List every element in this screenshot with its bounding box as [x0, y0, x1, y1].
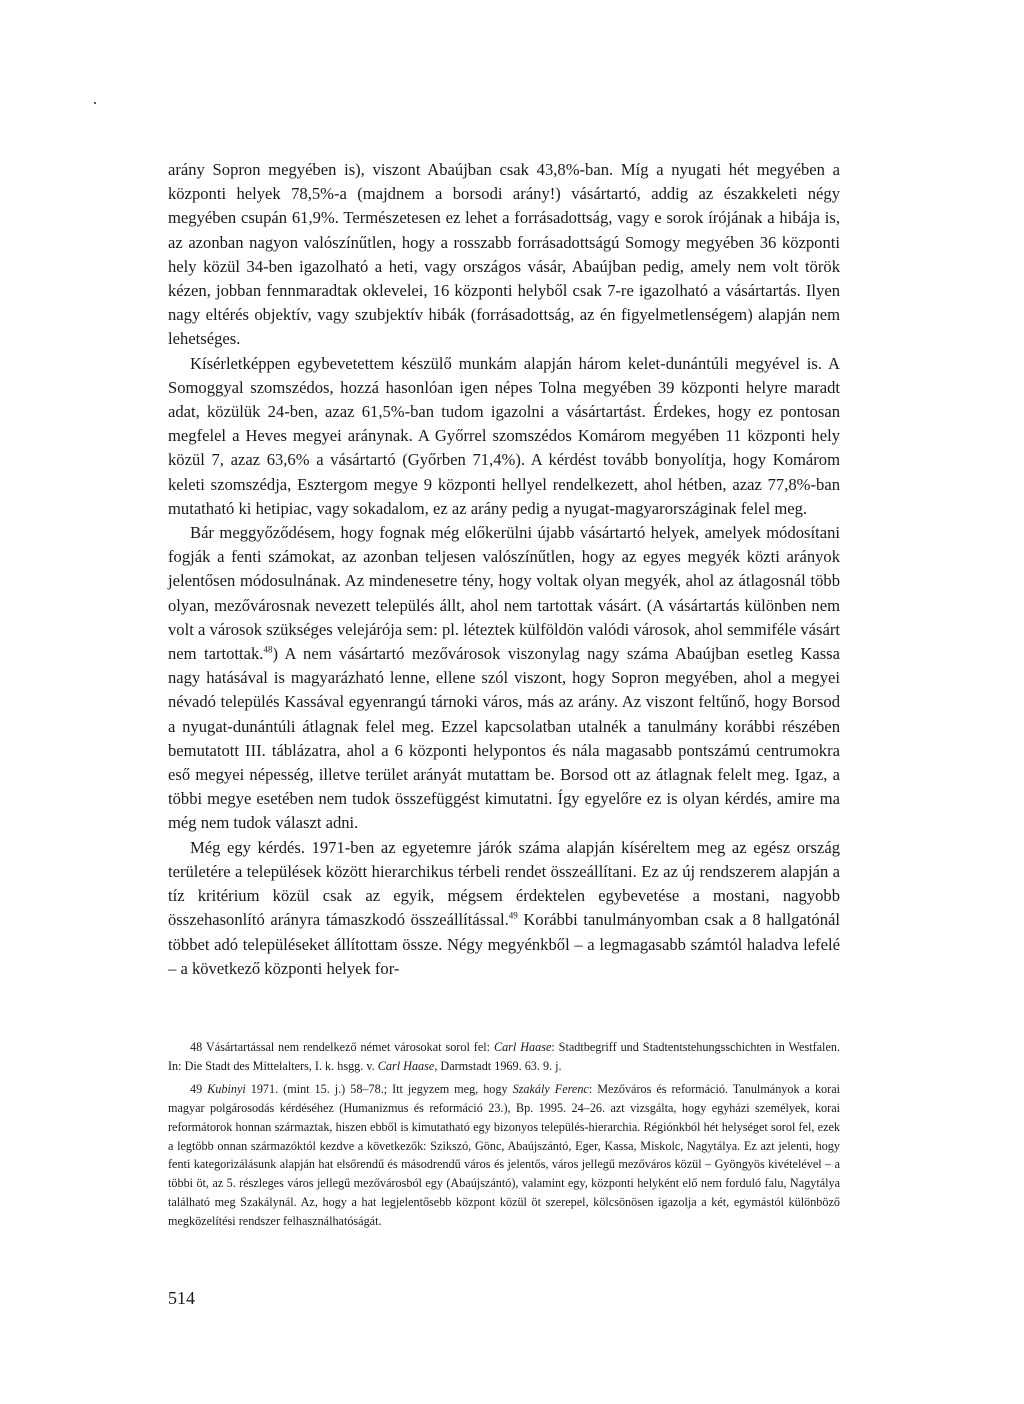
footnote-ref-48[interactable]: 48 [263, 644, 273, 655]
footnote-text: , Darmstadt 1969. 63. 9. j. [434, 1058, 562, 1073]
footnote-number: 49 [190, 1081, 203, 1096]
paragraph-1 [168, 158, 840, 352]
paragraph-text: Korábbi tanulmányomban csak a 8 hallgatónál többet adó településeket állítottam össze. Négy megyénkből – a legmagasabb számtól haladva lefelé – a következő központi helyek for- [168, 910, 840, 978]
author-name: Szakály Ferenc [512, 1081, 589, 1096]
paragraph-3 [168, 521, 840, 836]
paragraph-text: Bár meggyőződésem, hogy fognak még előkerülni újabb vásártartó helyek, amelyek módosítani fogják a fenti számokat, az azonban teljesen valószínűtlen, hogy az egyes megyék közti arányok jelentősen módosulnának. Az mindenesetre tény, hogy voltak olyan megyék, ahol az átlagosnál több olyan, mezővárosnak nevezett település állt, ahol nem tartottak vásárt. (A vásártartás különben nem volt a városok szükséges velejárója sem: pl. léteztek külföldön valódi városok, ahol semmiféle vásárt nem tartottak. [168, 523, 840, 664]
paragraph-text: arány Sopron megyében is), viszont Abaújban csak 43,8%-ban. Míg a nyugati hét megyében a központi helyek 78,5%-a (majdnem a borsodi arány!) vásártartó, addig az északkeleti négy megyében csupán 61,9%. Természetesen ez lehet a forrásadottság, vagy e sorok írójának a hibája is, az azonban nagyon valószínűtlen, hogy a rosszabb forrásadottságú Somogy megyében 36 központi hely közül 34-ben igazolható a heti, vagy országos vásár, Abaújban pedig, amely nem volt török kézen, jobban fennmaradtak oklevelei, 16 központi helyből csak 7-re igazolható a vásártartás. Ilyen nagy eltérés objektív, vagy szubjektív hibák (forrásadottság, az én figyelmetlenségem) alapján nem lehetséges. [168, 160, 840, 349]
paragraph-text: ) A nem vásártartó mezővárosok viszonylag nagy száma Abaújban esetleg Kassa nagy hatásával is magyarázható lenne, ellene szól viszont, hogy Sopron megyében, ahol a megyei névadó település Kassával egyenrangú tárnoki város, más az arány. Az viszont feltűnő, hogy Borsod a nyugat-dunántúli átlagnak felel meg. Ezzel kapcsolatban utalnék a tanulmány korábbi részében bemutatott III. táblázatra, ahol a 6 központi helypontos és nála magasabb pontszámú centrumokra eső megyei népesség, illetve terület arányát mutattam be. Borsod ott az átlagnak felelt meg. Igaz, a többi megye esetében nem tudok összefüggést kimutatni. Így egyelőre ez is olyan kérdés, amire ma még nem tudok választ adni. [168, 644, 840, 833]
footnote-48 [168, 1038, 840, 1076]
author-name: Carl Haase [493, 1040, 552, 1054]
footnote-49 [168, 1080, 840, 1231]
paragraph-text: Még egy kérdés. 1971-ben az egyetemre járók száma alapján kíséreltem meg az egész ország területére a települések között hierarchikus térbeli rendet összeállítani. Ez az új rendszerem alapján a tíz kritérium közül csak az egyik, mégsem érdektelen egybevetése a mostani, nagyobb összehasonlító arányra támaszkodó összeállítással. [168, 837, 840, 930]
paragraph-text: Kísérletképpen egybevetettem készülő munkám alapján három kelet-dunántúli megyével is. A Somoggyal szomszédos, hozzá hasonlóan igen népes Tolna megyében 39 központi helyre maradt adat, közülük 24-ben, azaz 61,5%-ban tudom igazolni a vásártartást. Érdekes, hogy ez pontosan megfelel a Heves megyei aránynak. A Győrrel szomszédos Komárom megyében 11 központi hely közül 7, azaz 63,6% a vásártartó (Győrben 71,4%). A kérdést tovább bonyolítja, hogy Komárom keleti szomszédja, Esztergom megye 9 központi hellyel rendelkezett, ahol hétben, azaz 77,8%-ban mutatható ki hetipiac, vagy sokadalom, ez az arány pedig a nyugat-magyarországinak felel meg. [168, 353, 840, 518]
paragraph-4 [168, 836, 840, 981]
footnote-text: Vásártartással nem rendelkező német városokat sorol fel: [202, 1040, 494, 1054]
author-name: Carl Haase [377, 1058, 435, 1073]
paragraph-2 [168, 352, 840, 521]
footnote-number: 48 [190, 1040, 203, 1054]
scan-speck [94, 102, 96, 104]
footnote-text: : Mezőváros és reformáció. Tanulmányok a korai magyar polgárosodás kérdéséhez (Humanizmus és reformáció 23.), Bp. 1995. 24–26. azt vizsgálta, hogy egyházi személyek, korai reformátorok honnan származtak, hiszen ebből is kimutatható egy bizonyos település-hierarchia. Régiónkból hét helységet sorol fel, ezek a legtöbb onnan származóktól kezdve a következők: Szikszó, Gönc, Abaújszántó, Eger, Kassa, Miskolc, Nagytálya. Ez azt jelenti, hogy fenti kategorizálásunk alapján hat elsőrendű és másodrendű város és jelentős, város jellegű mezőváros közül – Gyöngyös kivételével – a többi öt, az 5. részleges város jellegű mezővárosból egy (Abaújszántó), valamint egy, központi helyként elő nem forduló falu, Nagytálya található meg Szakálynál. Az, hogy a hat legjelentősebb központ közül öt szerepel, kölcsönösen igazolja a két, egymástól különböző megközelítési rendszer felhasználhatóságát. [168, 1081, 840, 1229]
main-text [168, 158, 840, 981]
page-number: 514 [168, 1288, 195, 1308]
footnote-ref-49[interactable]: 49 [508, 910, 518, 921]
footnote-text: 1971. (mint 15. j.) 58–78.; Itt jegyzem meg, hogy [245, 1081, 513, 1096]
author-name: Kubinyi [207, 1081, 246, 1096]
footnote-text: : Stadtbegriff und Stadtentstehungsschichten in Westfalen. In: Die Stadt des Mittelalters, I. k. hsgg. v. [168, 1040, 840, 1073]
footnotes [168, 1038, 840, 1231]
